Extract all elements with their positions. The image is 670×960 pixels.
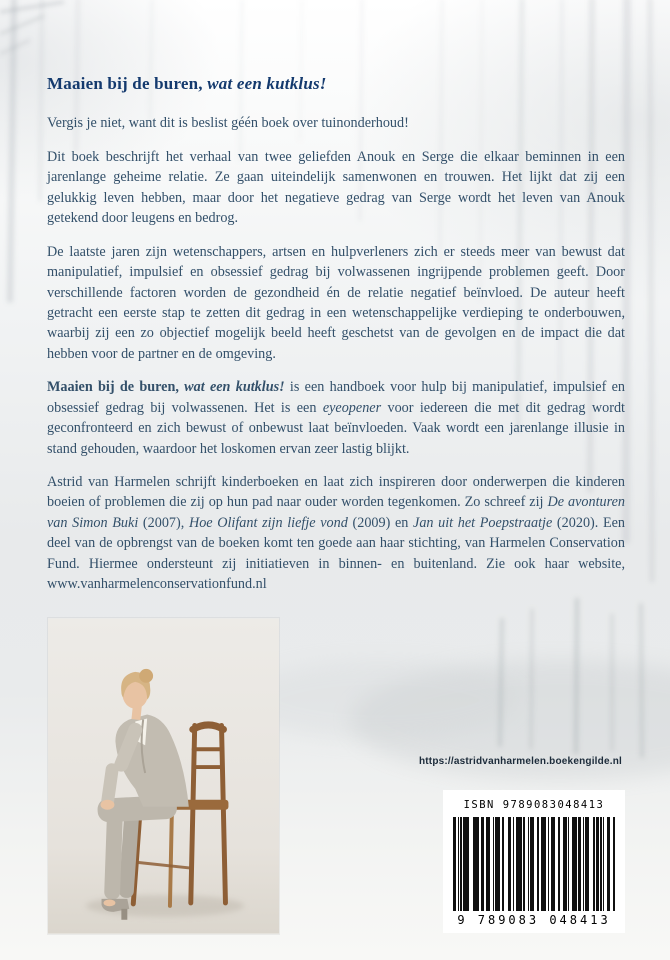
tree-line-mist [240,600,670,780]
bio-book-2: Hoe Olifant zijn liefje vond [188,514,348,531]
paragraph-author-bio [47,472,625,595]
bio-text-1: Astrid van Harmelen schrijft kinderboeken en laat zich inspireren door onderwerpen die kinderen boeien of problemen die zij op hun pad naar ouder worden tegenkomen. Zo schreef zij [47,474,625,511]
corner-branches [0,2,64,54]
bio-book-3: Jan uit het Poepstraatje [413,514,553,531]
author-photo [47,617,280,935]
handbook-title-bold: Maaien bij de buren, [47,379,179,396]
paragraph-story: Dit boek beschrijft het verhaal van twee geliefden Anouk en Serge die elkaar beminnen in een jarenlange geheime relatie. Ze gaan uiteindelijk samenwonen en trouwen. Het lijkt dat zij een gelukkig leven hebben, maar door het negatieve gedrag van Serge wordt het leven van Anouk getekend door leugens en bedrog. [47,148,625,227]
back-cover-text [47,72,625,608]
barcode-digits: 9 789083 048413 [457,913,611,927]
book-title-subtitle: wat een kutklus! [202,74,327,93]
publisher-url: https://astridvanharmelen.boekengilde.nl [418,756,622,767]
bio-text-2: (2007), [138,514,189,531]
handbook-title-italic: wat een kutklus! [178,379,285,396]
bio-text-4: (2020). Een deel van de opbrengst van de boeken komt ten goede aan haar stichting, van Harmelen Conservation Fund. Hiermee ondersteunt zij initiatieven in binnen- en buitenland. Zie ook haar website, [47,514,626,572]
bio-book-1: De avonturen van Simon Buki [47,494,625,531]
paragraph-intro: Vergis je niet, want dit is beslist géén boek over tuinonderhoud! [47,115,409,132]
bio-text-3: (2009) en [347,514,414,531]
book-title [47,72,625,96]
handbook-eyeopener: eyeopener [322,399,382,416]
bio-website-url: www.vanharmelenconservationfund.nl [47,576,267,593]
book-title-main: Maaien bij de buren, [47,74,203,93]
author-portrait-illustration [48,618,279,934]
isbn-barcode [443,790,625,933]
barcode-bars [453,817,615,911]
handbook-text-2: voor iedereen die met dit gedrag wordt geconfronteerd en zich bewust of onbewust laat beïnvloeden. Vaak wordt een jarenlange illusie in stand gehouden, waardoor het loskomen ervan zeer lastig blijkt. [47,399,625,457]
isbn-label: ISBN 9789083048413 [463,799,605,811]
paragraph-research: De laatste jaren zijn wetenschappers, artsen en hulpverleners zich er steeds meer van bewust dat manipulatief, impulsief en obsessief gedrag bij volwassenen ingrijpende problemen geeft. Door verschillende factoren worden de gezondheid én de relatie negatief beïnvloed. De auteur heeft getracht een eerste stap te zetten dit gedrag in een wetenschappelijke verdieping te onderbouwen, waarbij zij een zo objectief mogelijk beeld heeft geschetst van de gevolgen en de impact die dat hebben voor de partner en de omgeving. [47,243,625,362]
paragraph-handbook [47,377,625,459]
handbook-text-1: is een handboek voor hulp bij manipulatief, impulsief en obsessief gedrag bij volwassenen. Het is een [47,379,625,416]
